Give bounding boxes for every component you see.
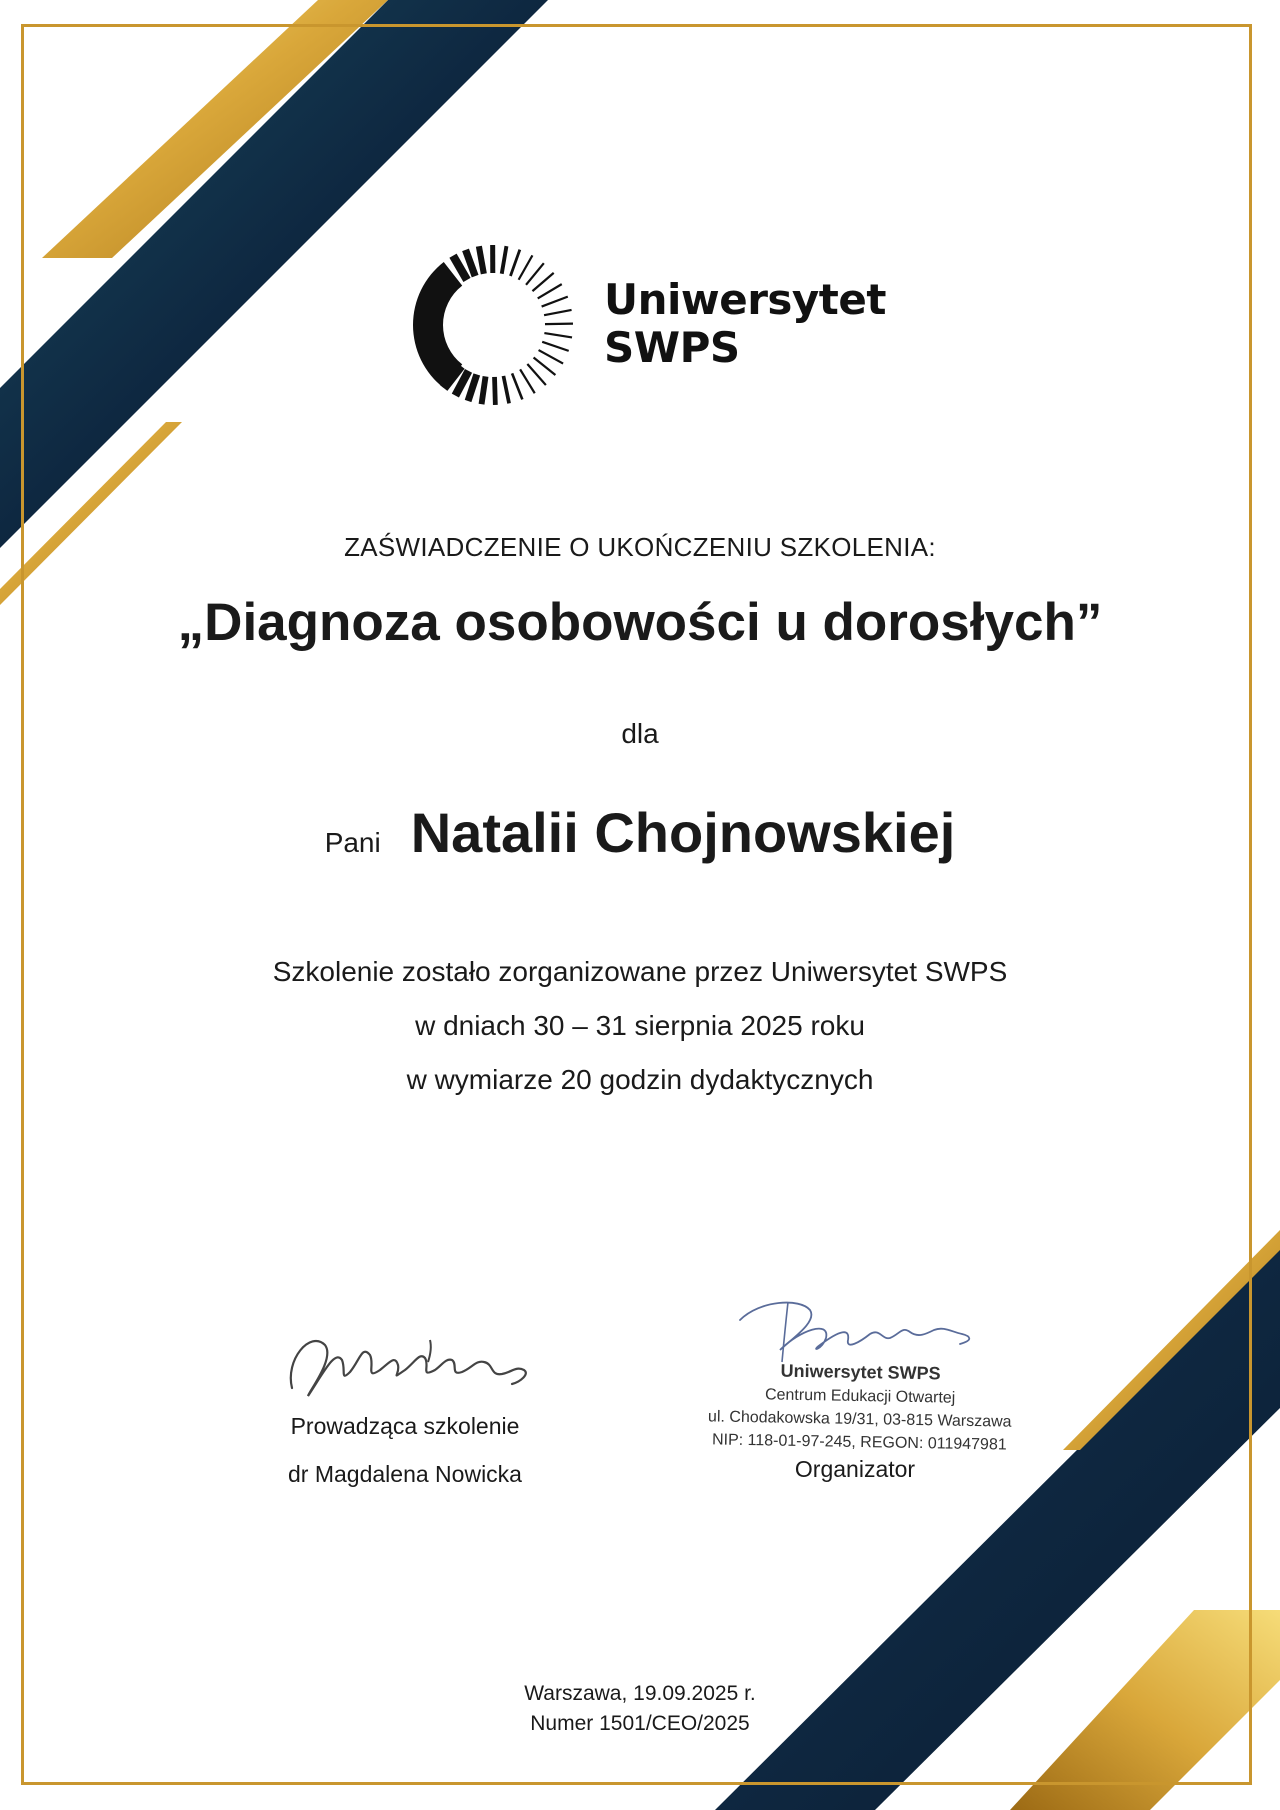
logo-ray xyxy=(495,377,496,405)
logo-ray xyxy=(526,263,544,285)
certificate-heading: ZAŚWIADCZENIE O UKOŃCZENIU SZKOLENIA: xyxy=(344,532,936,562)
body-line-dates: w dniach 30 – 31 sierpnia 2025 roku xyxy=(415,1010,865,1041)
logo-ray xyxy=(512,373,522,399)
logo-wordmark xyxy=(604,276,886,372)
logo-ray xyxy=(479,246,484,274)
logo-ray xyxy=(503,376,509,403)
stamp-line-1: Uniwersytet SWPS xyxy=(780,1360,941,1384)
logo-ray xyxy=(542,342,568,351)
logo-ray xyxy=(544,310,571,315)
logo-ray xyxy=(538,284,562,298)
recipient-honorific: Pani xyxy=(324,827,381,858)
for-word: dla xyxy=(621,718,659,749)
logo-ray xyxy=(527,364,546,385)
logo-ray xyxy=(468,374,477,401)
logo-line-2: SWPS xyxy=(604,323,740,372)
body-line-organizer: Szkolenie zostało zorganizowane przez Uniwersytet SWPS xyxy=(272,956,1008,987)
instructor-role: Prowadząca szkolenie xyxy=(290,1413,520,1439)
sunburst-ring-icon xyxy=(408,240,578,410)
course-title: „Diagnoza osobowości u dorosłych” xyxy=(177,593,1103,652)
logo-ray xyxy=(482,376,486,404)
stamp-line-3: ul. Chodakowska 19/31, 03-815 Warszawa xyxy=(707,1408,1012,1431)
logo-line-1: Uniwersytet xyxy=(604,275,886,324)
stamp-line-2: Centrum Edukacji Otwartej xyxy=(764,1386,956,1407)
instructor-signature xyxy=(280,1300,540,1410)
logo-ray xyxy=(534,358,556,376)
logo-ray xyxy=(542,297,568,307)
logo-ray xyxy=(532,273,553,291)
university-logo xyxy=(408,240,886,410)
recipient-name: Natalii Chojnowskiej xyxy=(410,801,956,864)
logo-ray xyxy=(502,246,507,274)
organizer-stamp xyxy=(689,1357,1031,1457)
body-line-hours: w wymiarze 20 godzin dydaktycznych xyxy=(406,1064,874,1095)
logo-ray xyxy=(510,250,519,276)
logo-ray xyxy=(539,350,564,363)
certificate-number: Numer 1501/CEO/2025 xyxy=(530,1712,750,1735)
logo-ray xyxy=(519,255,533,279)
stamp-line-4: NIP: 118-01-97-245, REGON: 011947981 xyxy=(711,1431,1007,1454)
place-and-date: Warszawa, 19.09.2025 r. xyxy=(524,1682,756,1705)
organizer-role: Organizator xyxy=(794,1456,916,1482)
logo-ray xyxy=(453,256,467,280)
recipient-line xyxy=(0,800,1280,865)
logo-ray xyxy=(544,333,572,337)
instructor-name: dr Magdalena Nowicka xyxy=(288,1461,522,1487)
logo-ray xyxy=(520,369,535,393)
